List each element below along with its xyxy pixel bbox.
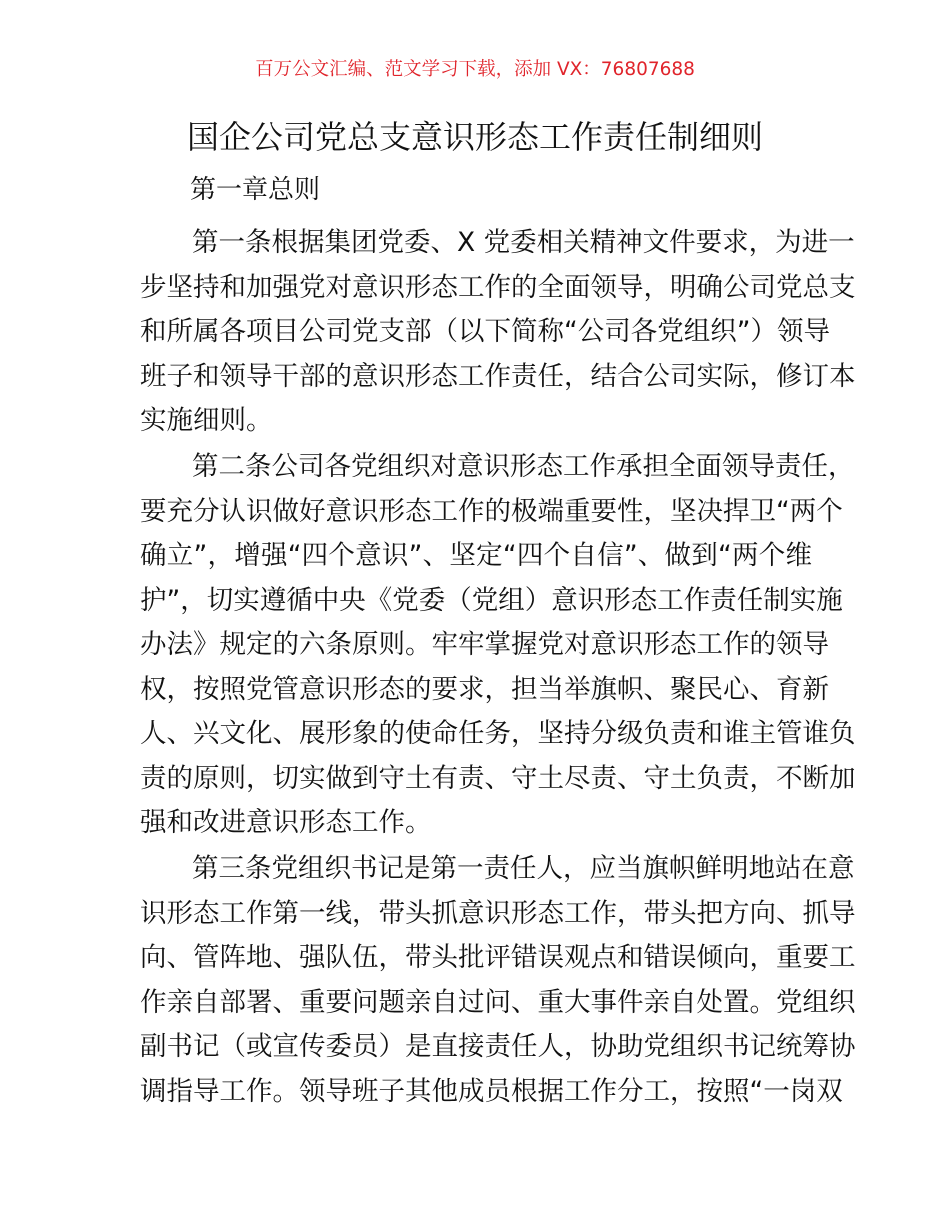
document-title: 国企公司党总支意识形态工作责任制细则 — [186, 118, 763, 156]
text-line: 人、兴文化、展形象的使命任务，坚持分级负责和谁主管谁负 — [140, 718, 856, 749]
text-line: 权，按照党管意识形态的要求，担当举旗帜、聚民心、育新 — [140, 673, 829, 705]
text-line: 第三条党组织书记是第一责任人，应当旗帜鲜明地站在意 — [192, 853, 855, 884]
text-line: 第一条根据集团党委、X 党委相关精神文件要求，为进一 — [192, 227, 855, 258]
text-line: 副书记（或宣传委员）是直接责任人，协助党组织书记统筹协 — [140, 1031, 856, 1062]
text-line: 强和改进意识形态工作。 — [140, 807, 432, 838]
text-line: 护”，切实遵循中央《党委（党组）意识形态工作责任制实施 — [140, 584, 843, 616]
text-line: 识形态工作第一线，带头抓意识形态工作，带头把方向、抓导 — [140, 897, 856, 929]
text-line: 第二条公司各党组织对意识形态工作承担全面领导责任， — [192, 451, 855, 482]
chapter-heading: 第一章总则 — [190, 175, 321, 205]
text-line: 调指导工作。领导班子其他成员根据工作分工，按照“一岗双 — [140, 1075, 843, 1107]
text-line: 步坚持和加强党对意识形态工作的全面领导，明确公司党总支 — [140, 271, 856, 303]
text-line: 确立”，增强“四个意识”、坚定“四个自信”、做到“两个维 — [140, 540, 812, 571]
paragraph-article-2 — [140, 445, 856, 846]
text-line: 向、管阵地、强队伍，带头批评错误观点和错误倾向，重要工 — [140, 942, 856, 973]
text-line: 要充分认识做好意识形态工作的极端重要性，坚决捍卫“两个 — [140, 495, 843, 527]
text-line: 班子和领导干部的意识形态工作责任，结合公司实际，修订本 — [140, 360, 856, 392]
text-line: 作亲自部署、重要问题亲自过问、重大事件亲自处置。党组织 — [140, 986, 856, 1018]
text-line: 实施细则。 — [140, 405, 273, 436]
text-line: 和所属各项目公司党支部（以下简称“公司各党组织”）领导 — [140, 316, 830, 347]
paragraph-article-3 — [140, 847, 856, 1114]
paragraph-article-1 — [140, 221, 856, 444]
text-line: 办法》规定的六条原则。牢牢掌握党对意识形态工作的领导 — [140, 629, 829, 660]
text-line: 责的原则，切实做到守土有责、守土尽责、守土负责，不断加 — [140, 762, 856, 794]
watermark-banner: 百万公文汇编、范文学习下载，添加 VX：76807688 — [255, 59, 695, 80]
